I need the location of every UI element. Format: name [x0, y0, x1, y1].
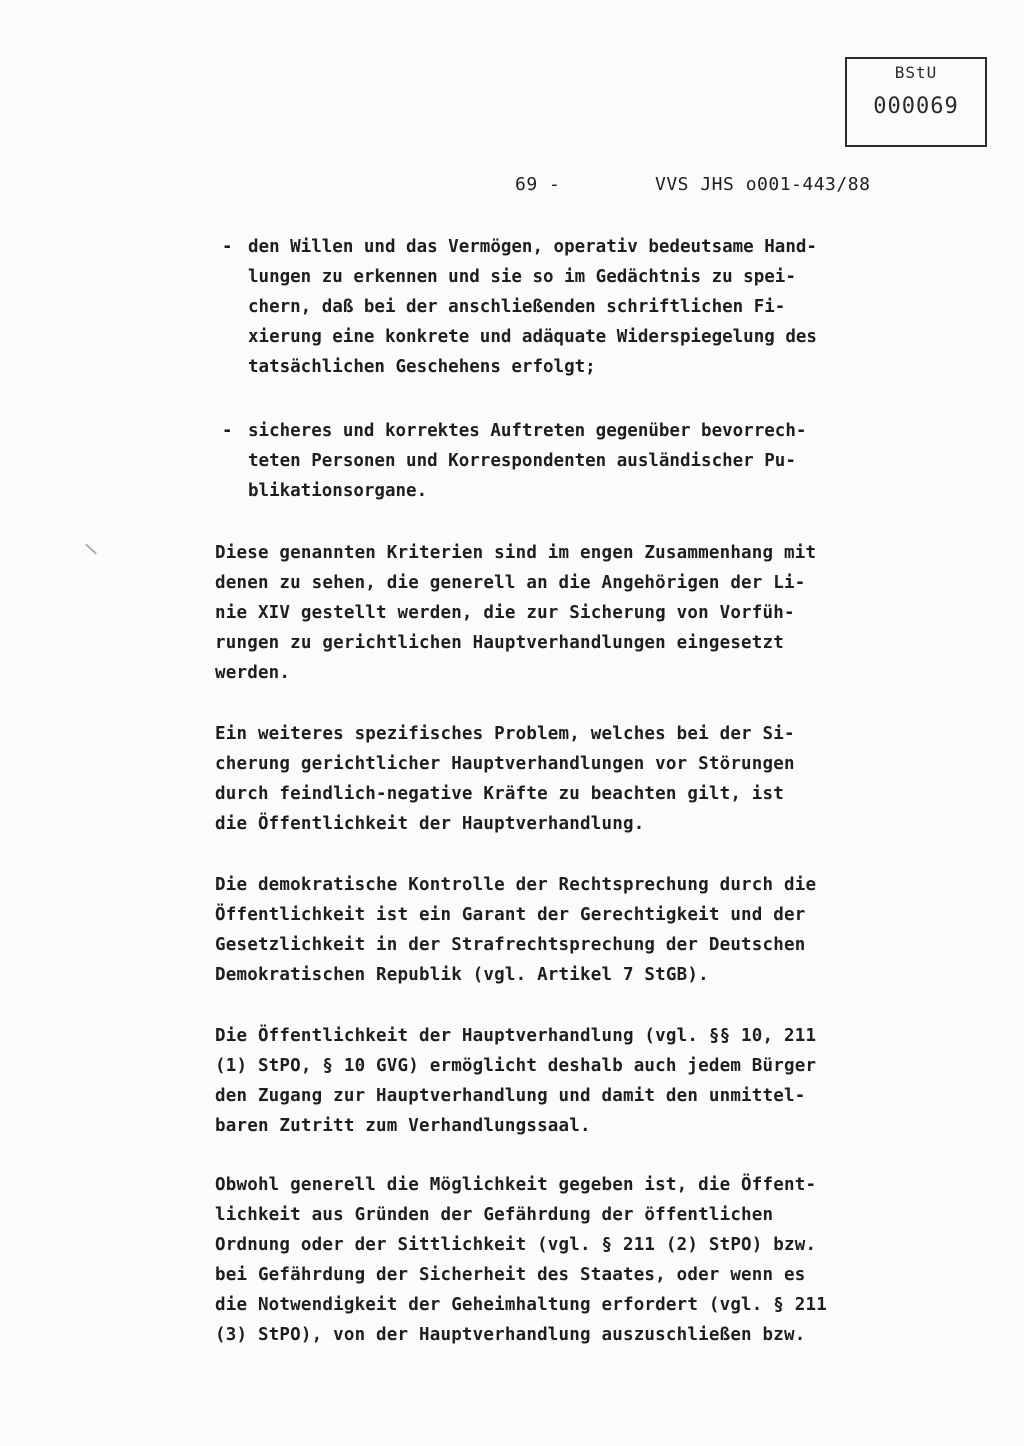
text-line: den Zugang zur Hauptverhandlung und damit den unmittel-: [215, 1086, 806, 1106]
text-line: Ein weiteres spezifisches Problem, welches bei der Si-: [215, 724, 795, 744]
text-line: teten Personen und Korrespondenten ausländischer Pu-: [248, 451, 796, 471]
text-line: (3) StPO), von der Hauptverhandlung auszuschließen bzw.: [215, 1325, 806, 1345]
document-reference: VVS JHS o001-443/88: [655, 174, 871, 195]
bullet-dash: -: [222, 237, 233, 257]
page-number: 69 -: [515, 174, 561, 195]
text-line: lichkeit aus Gründen der Gefährdung der öffentlichen: [215, 1205, 774, 1225]
text-line: durch feindlich-negative Kräfte zu beachten gilt, ist: [215, 784, 785, 804]
stamp-number: 000069: [873, 94, 959, 119]
paragraph: [215, 1021, 915, 1141]
paragraph: [215, 1170, 915, 1350]
text-line: Die demokratische Kontrolle der Rechtsprechung durch die: [215, 875, 817, 895]
scan-mark: [85, 544, 97, 555]
text-line: die Öffentlichkeit der Hauptverhandlung.: [215, 814, 645, 834]
text-line: baren Zutritt zum Verhandlungssaal.: [215, 1116, 591, 1136]
text-line: rungen zu gerichtlichen Hauptverhandlungen eingesetzt: [215, 633, 785, 653]
text-line: cherung gerichtlicher Hauptverhandlungen vor Störungen: [215, 754, 795, 774]
text-line: bei Gefährdung der Sicherheit des Staates, oder wenn es: [215, 1265, 806, 1285]
archive-stamp: [845, 57, 987, 147]
text-line: Diese genannten Kriterien sind im engen Zusammenhang mit: [215, 543, 817, 563]
text-line: Öffentlichkeit ist ein Garant der Gerechtigkeit und der: [215, 905, 806, 925]
paragraph: [215, 538, 915, 688]
text-line: die Notwendigkeit der Geheimhaltung erfordert (vgl. § 211: [215, 1295, 827, 1315]
text-line: nie XIV gestellt werden, die zur Sicherung von Vorfüh-: [215, 603, 795, 623]
text-line: xierung eine konkrete und adäquate Widerspiegelung des: [248, 327, 817, 347]
text-line: werden.: [215, 663, 291, 683]
text-line: Die Öffentlichkeit der Hauptverhandlung (vgl. §§ 10, 211: [215, 1026, 817, 1046]
text-line: tatsächlichen Geschehens erfolgt;: [248, 357, 596, 377]
text-line: denen zu sehen, die generell an die Angehörigen der Li-: [215, 573, 806, 593]
bullet-text: [248, 416, 928, 506]
text-line: Ordnung oder der Sittlichkeit (vgl. § 211 (2) StPO) bzw.: [215, 1235, 817, 1255]
text-line: blikationsorgane.: [248, 481, 428, 501]
text-line: Obwohl generell die Möglichkeit gegeben ist, die Öffent-: [215, 1175, 817, 1195]
text-line: Gesetzlichkeit in der Strafrechtsprechung der Deutschen: [215, 935, 806, 955]
bullet-text: [248, 232, 928, 382]
paragraph: [215, 870, 915, 990]
text-line: (1) StPO, § 10 GVG) ermöglicht deshalb auch jedem Bürger: [215, 1056, 817, 1076]
bullet-dash: -: [222, 421, 233, 441]
paragraph: [215, 719, 915, 839]
text-line: lungen zu erkennen und sie so im Gedächtnis zu spei-: [248, 267, 796, 287]
stamp-label: BStU: [894, 63, 938, 82]
text-line: sicheres und korrektes Auftreten gegenüber bevorrech-: [248, 421, 807, 441]
text-line: Demokratischen Republik (vgl. Artikel 7 StGB).: [215, 965, 709, 985]
text-line: den Willen und das Vermögen, operativ bedeutsame Hand-: [248, 237, 817, 257]
text-line: chern, daß bei der anschließenden schriftlichen Fi-: [248, 297, 786, 317]
